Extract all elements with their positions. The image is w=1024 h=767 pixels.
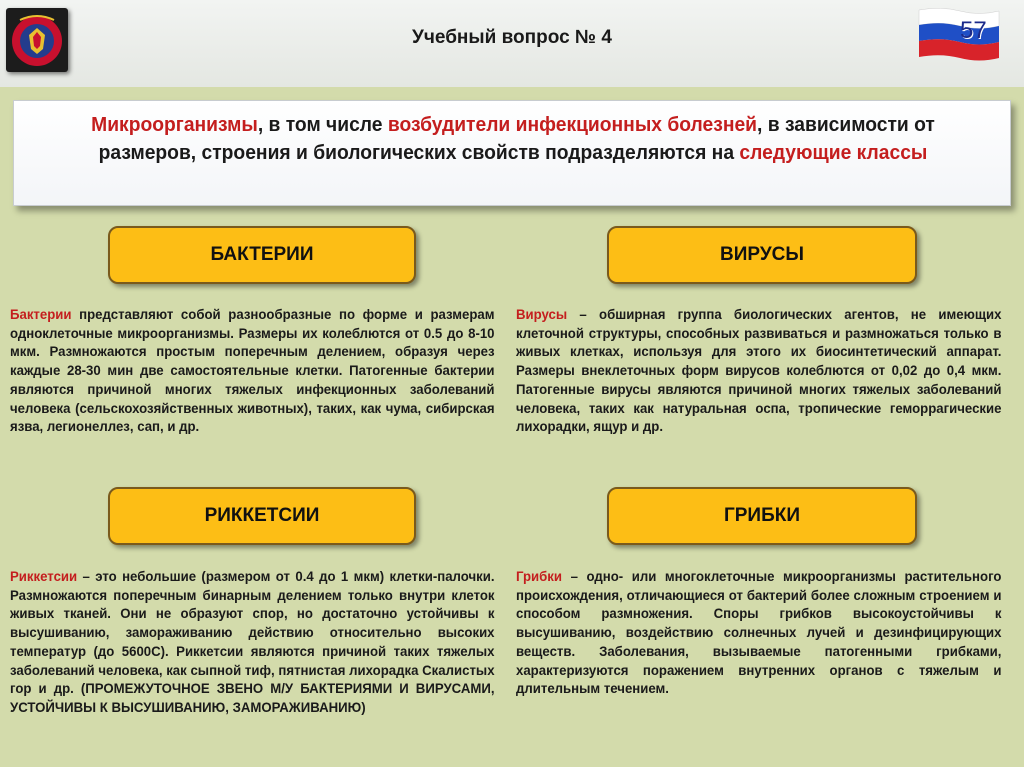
bacteria-description: Бактерии представляют собой разнообразные по форме и размерам одноклеточные микроорганизмы. Размеры их колеблются от 0.5 до 8-10 мкм. Размножаются простым поперечным делением, образуя через каждые 28-30 мин две самостоятельные клетки. Патогенные бактерии являются причиной многих тяжелых инфекционных заболеваний человека (сельскохозяйственных животных), таких, как чума, сибирская язва, легионеллез, сап, и др. [10,307,495,436]
fungi-label: ГРИБКИ [607,487,917,545]
intro-text: Микроорганизмы, в том числе возбудители инфекционных болезней, в зависимости от размеров, строения и биологических свойств подразделяются на следующие классы [91,113,935,164]
slide-title: Учебный вопрос № 4 [412,27,612,48]
intro-term-pathogens: возбудители инфекционных болезней [387,113,758,136]
fungi-description: Грибки – одно- или многоклеточные микроорганизмы растительного происхождения, отличающиеся от бактерий более сложным строением и способом размножения. Споры грибков высокоустойчивы к высушиванию, воздействию солнечных лучей и дезинфицирующих веществ. Заболевания, вызываемые патогенными грибками, характеризуются поражением внутренних органов с тяжелым и длительным течением. [516,569,1002,698]
viruses-label: ВИРУСЫ [607,226,917,284]
russian-flag-icon [916,6,1002,68]
intro-term-classes: следующие классы [739,141,928,164]
page-number: 57 [960,17,987,44]
intro-term-microorganisms: Микроорганизмы [91,113,258,136]
intro-box [13,100,1011,206]
bacteria-label: БАКТЕРИИ [108,226,416,284]
viruses-description: Вирусы – обширная группа биологических агентов, не имеющих клеточной структуры, способных развиваться и размножаться только в живых клетках, используя для этого их биосинтетический аппарат. Размеры внеклеточных форм вирусов колеблются от 0,02 до 0,4 мкм. Патогенные вирусы являются причиной многих тяжелых заболеваний человека, таких как натуральная оспа, тропические геморрагические лихорадки, ящур и др. [516,307,1002,436]
rickettsia-description: Риккетсии – это небольшие (размером от 0.4 до 1 мкм) клетки-палочки. Размножаются поперечным бинарным делением только внутри клеток живых тканей. Они не образуют спор, но достаточно устойчивы к высушиванию, замораживанию действию относительно высоких температур (до 5600С). Риккетсии являются причиной таких тяжелых заболеваний человека, как сыпной тиф, пятнистая лихорадка Скалистых гор и др. (ПРОМЕЖУТОЧНОЕ ЗВЕНО М/У БАКТЕРИЯМИ И ВИРУСАМИ, УСТОЙЧИВЫ К ВЫСУШИВАНИЮ, ЗАМОРАЖИВАНИЮ) [10,569,495,716]
rickettsia-label: РИККЕТСИИ [108,487,416,545]
